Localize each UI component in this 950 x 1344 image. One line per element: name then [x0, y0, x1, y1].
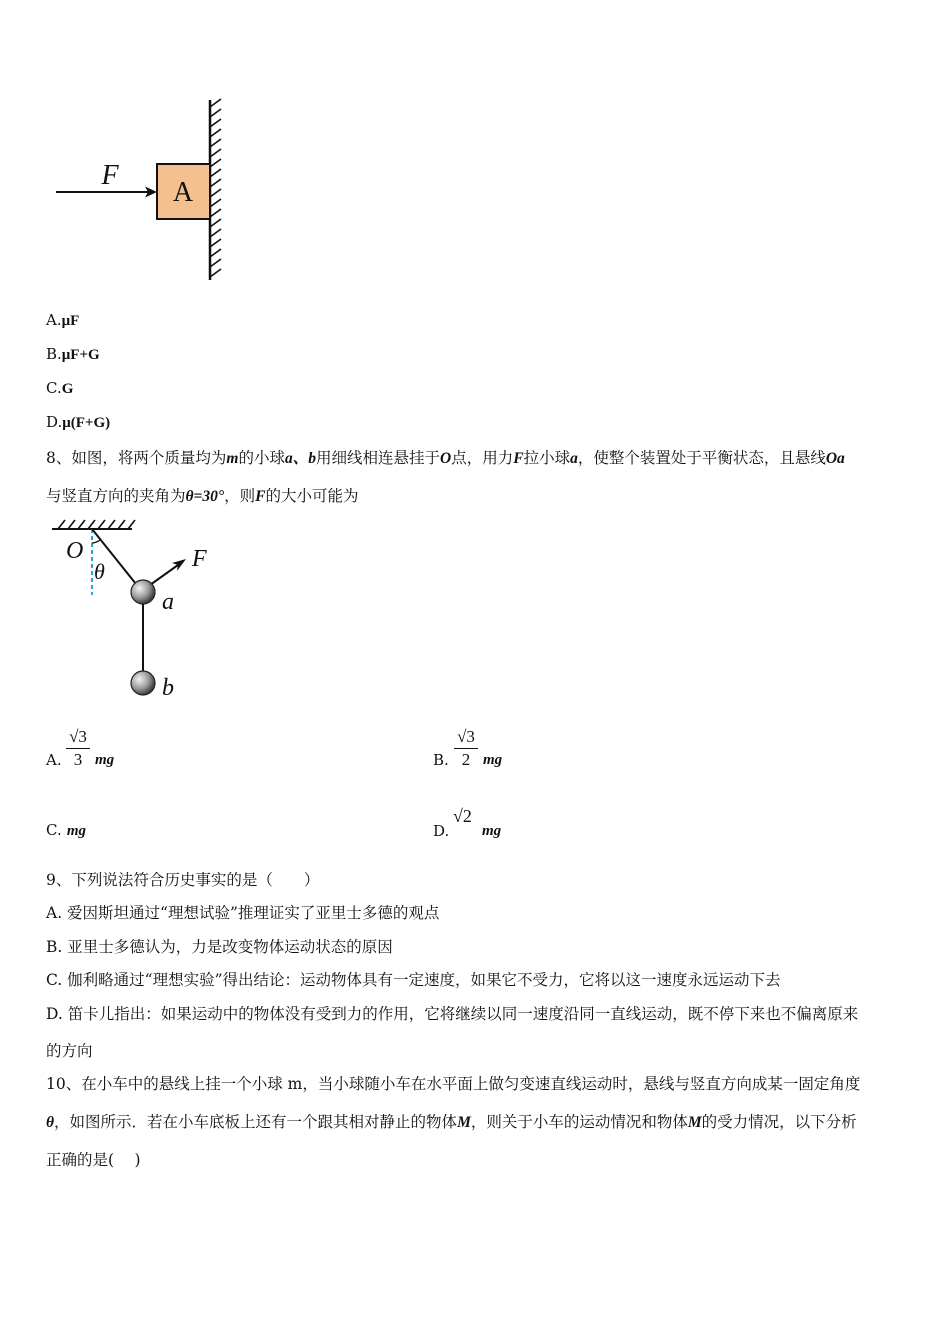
option-root: √2: [453, 806, 472, 826]
wall-hatching: [210, 99, 221, 277]
q9-option-a: A. 爱因斯坦通过“理想试验”推理证实了亚里士多德的观点: [46, 904, 440, 922]
force-arrow: [150, 565, 178, 585]
q7-option-d: [46, 413, 110, 432]
q8-option-b: [433, 727, 553, 777]
label-o: O: [66, 538, 84, 564]
label-theta: θ: [94, 559, 105, 584]
q8-option-d: [433, 806, 553, 846]
q9-option-b: B. 亚里士多德认为，力是改变物体运动状态的原因: [46, 938, 393, 956]
option-unit: mg: [95, 752, 115, 768]
ball-a: [131, 580, 155, 604]
q9-option-d: D. 笛卡儿指出：如果运动中的物体没有受到力的作用，它将继续以同一速度沿同一直线运动，既不停下来也不偏离原来: [46, 1005, 859, 1023]
q9-option-c: C. 伽利略通过“理想实验”得出结论：运动物体具有一定速度，如果它不受力，它将以这一速度永远运动下去: [46, 971, 781, 989]
label-f: F: [192, 546, 207, 572]
ceiling-hatching: [58, 520, 135, 529]
theta-arc: [92, 540, 100, 543]
q10-stem-line1: 10、在小车中的悬线上挂一个小球 m，当小球随小车在水平面上做匀变速直线运动时，悬线与竖直方向成某一固定角度: [46, 1075, 861, 1093]
option-unit: mg: [482, 823, 502, 839]
label-a: a: [162, 589, 174, 615]
figure-block-wall: [50, 95, 240, 290]
option-letter: C.: [46, 379, 62, 397]
option-text: μF: [61, 313, 80, 329]
q7-option-b: [46, 345, 100, 364]
q8-stem-line2: 与竖直方向的夹角为θ=30°，则F的大小可能为: [46, 487, 359, 505]
fraction-denominator: 3: [73, 750, 83, 769]
option-letter: D.: [433, 822, 450, 840]
ball-b: [131, 671, 155, 695]
fraction-denominator: 2: [461, 750, 471, 769]
q8-option-c: [46, 820, 86, 840]
option-letter: A.: [46, 751, 62, 769]
option-unit: mg: [66, 823, 86, 839]
force-arrowhead: [172, 559, 186, 571]
q7-option-a: [46, 311, 79, 330]
option-letter: B.: [433, 751, 449, 769]
q8-stem-line1: 8、如图，将两个质量均为m的小球a、b用细线相连悬挂于O点，用力F拉小球a，使整个装置处于平衡状态，且悬线Oa: [46, 449, 845, 467]
option-letter: D.: [46, 413, 63, 431]
fraction-numerator: √3: [69, 727, 87, 746]
q7-option-c: [46, 379, 73, 398]
option-letter: A.: [46, 311, 62, 329]
figure-hanging-balls: [48, 515, 228, 705]
option-text: G: [61, 381, 74, 397]
option-text: μF+G: [61, 347, 100, 363]
q10-stem-line3: 正确的是( ): [46, 1151, 141, 1169]
option-unit: mg: [483, 752, 503, 768]
q9-option-d-cont: 的方向: [46, 1042, 93, 1060]
block-label: A: [172, 177, 194, 208]
q10-stem-line2: θ，如图所示．若在小车底板上还有一个跟其相对静止的物体M，则关于小车的运动情况和物体M的受力情况，以下分析: [46, 1113, 857, 1131]
fraction-numerator: √3: [457, 727, 475, 746]
force-label: F: [101, 160, 119, 191]
q8-option-a: [46, 727, 166, 777]
option-letter: B.: [46, 345, 62, 363]
option-letter: C.: [46, 821, 62, 839]
option-text: μ(F+G): [62, 415, 111, 431]
q9-stem: 9、下列说法符合历史事实的是（ ）: [46, 871, 320, 889]
label-b: b: [162, 675, 174, 701]
